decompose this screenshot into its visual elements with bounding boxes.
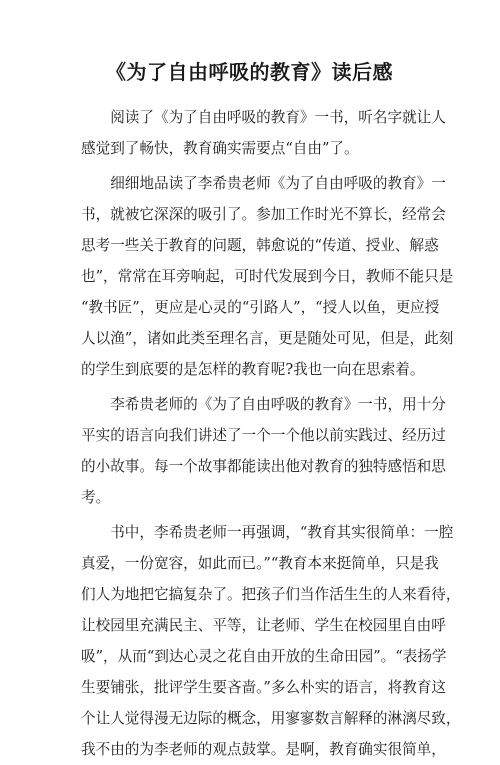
paragraph-line: 真爱，一份宽容，如此而已。”“教育本来挺简单，只是我: [81, 555, 439, 572]
paragraph-line: 书中，李希贵老师一再强调，“教育其实很简单：一腔: [110, 524, 454, 541]
paragraph-line: 考。: [81, 489, 111, 506]
paragraph-line: 让校园里充满民主、平等，让老师、学生在校园里自由呼: [81, 617, 446, 634]
paragraph-line: 人以渔”，诸如此类至理名言，更是随处可见，但是，此刻: [81, 330, 454, 347]
document-title: 《为了自由呼吸的教育》读后感: [106, 60, 393, 84]
paragraph-line: “教书匠”，更应是心灵的“引路人”，“授人以鱼，更应授: [81, 299, 440, 316]
paragraph-line: 书，就被它深深的吸引了。参加工作时光不算长，经常会: [81, 206, 446, 223]
paragraph-line: 也”，常常在耳旁响起，可时代发展到今日，教师不能只是: [81, 268, 454, 285]
paragraph-1: [81, 102, 446, 164]
paragraph-line: 李希贵老师的《为了自由呼吸的教育》一书，用十分: [110, 396, 446, 413]
paragraph-line: 们人为地把它搞复杂了。把孩子们当作活生生的人来看待，: [81, 586, 461, 603]
paragraph-3: [81, 389, 446, 513]
document-body: [81, 102, 461, 765]
paragraph-line: 我不由的为李老师的观点鼓掌。是啊，教育确实很简单，: [81, 741, 446, 758]
paragraph-line: 感觉到了畅快，教育确实需要点“自由”了。: [81, 140, 359, 157]
paragraph-line: 生要铺张，批评学生要吝啬。”多么朴实的语言，将教育这: [81, 679, 447, 696]
paragraph-line: 阅读了《为了自由呼吸的教育》一书，听名字就让人: [110, 109, 446, 126]
paragraph-line: 吸”，从而“到达心灵之花自由开放的生命田园”。“表扬学: [81, 648, 447, 665]
paragraph-line: 的小故事。每一个故事都能读出他对教育的独特感悟和思: [81, 458, 446, 475]
paragraph-line: 思考一些关于教育的问题，韩愈说的“传道、授业、解惑: [81, 237, 439, 254]
paragraph-line: 的学生到底要的是怎样的教育呢?我也一向在思索着。: [81, 361, 425, 378]
paragraph-line: 个让人觉得漫无边际的概念，用寥寥数言解释的淋漓尽致，: [81, 710, 461, 727]
paragraph-4: [81, 517, 461, 765]
paragraph-line: 平实的语言向我们讲述了一个一个他以前实践过、经历过: [81, 427, 446, 444]
paragraph-2: [81, 168, 454, 385]
paragraph-line: 细细地品读了李希贵老师《为了自由呼吸的教育》一: [110, 175, 446, 192]
